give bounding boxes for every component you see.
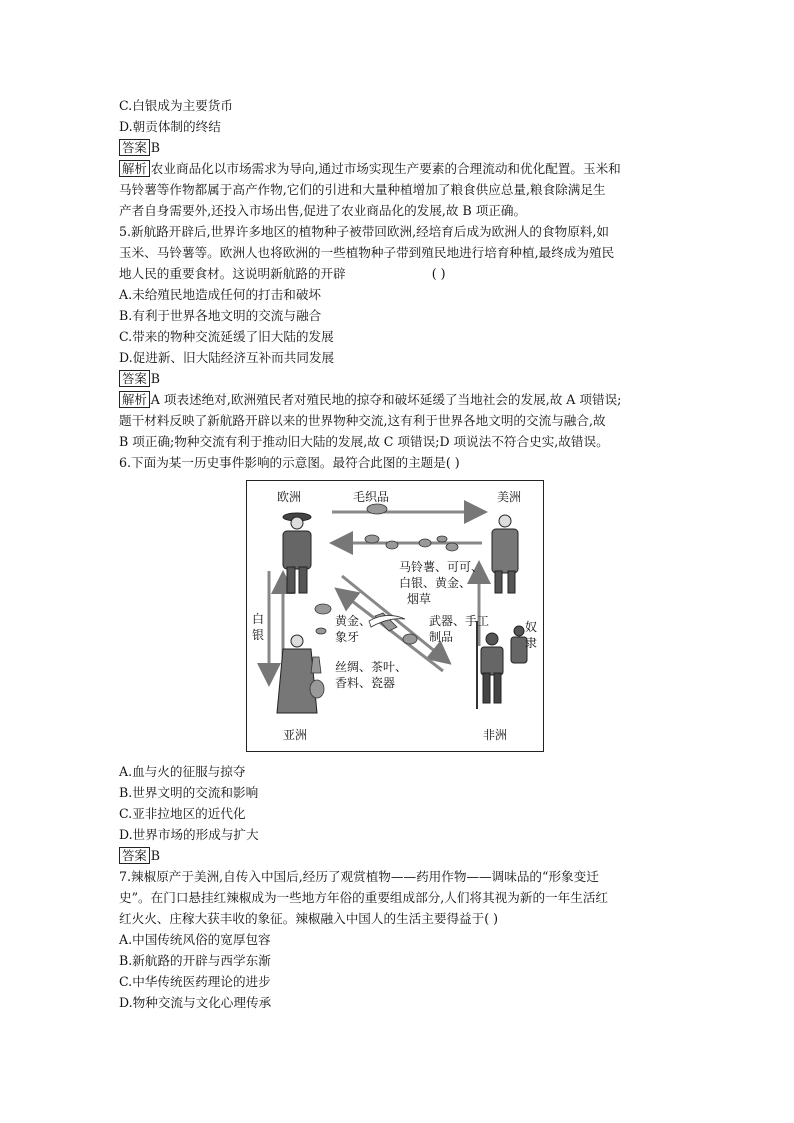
answer-value: B bbox=[150, 371, 161, 386]
analysis-tag: 解析 bbox=[119, 391, 150, 408]
label-silk-1: 丝绸、茶叶、 bbox=[335, 660, 408, 674]
american-figure-icon bbox=[492, 515, 518, 593]
label-weapons-1: 武器、手工 bbox=[429, 614, 490, 628]
q5-analysis-line-3: B 项正确;物种交流有利于推动旧大陆的发展,故 C 项错误;D 项说法不符合史实,故错误。 bbox=[119, 434, 609, 449]
q6-option-a: A.血与火的征服与掠夺 bbox=[119, 764, 246, 779]
q7-option-a: A.中国传统风俗的宽厚包容 bbox=[119, 932, 271, 947]
answer-value: B bbox=[150, 848, 161, 863]
answer-tag: 答案 bbox=[119, 847, 150, 864]
q4-analysis-line-2: 马铃薯等作物都属于高产作物,它们的引进和大量种植增加了粮食供应总量,粮食除满足生 bbox=[119, 182, 606, 197]
label-europe: 欧洲 bbox=[277, 490, 302, 504]
label-weapons-2: 制品 bbox=[429, 630, 454, 644]
q4-analysis-line-3: 产者自身需要外,还投入市场出售,促进了农业商品化的发展,故 B 项正确。 bbox=[119, 203, 527, 218]
q4-option-d: D.朝贡体制的终结 bbox=[119, 119, 221, 134]
answer-tag: 答案 bbox=[119, 139, 150, 156]
label-slaves-2: 隶 bbox=[525, 636, 538, 650]
q5-answer bbox=[119, 369, 160, 389]
q5-stem-line-2: 玉米、马铃薯等。欧洲人也将欧洲的一些植物种子带到殖民地进行培育种植,最终成为殖民 bbox=[119, 245, 615, 260]
label-gold-ivory-2: 象牙 bbox=[335, 630, 360, 644]
label-from-america-1: 马铃薯、可可、 bbox=[399, 560, 484, 574]
q7-stem-line-2: 史”。在门口悬挂红辣椒成为一些地方年俗的重要组成部分,人们将其视为新的一年生活红 bbox=[119, 890, 609, 905]
analysis-tag: 解析 bbox=[119, 160, 150, 177]
label-slaves-1: 奴 bbox=[525, 620, 538, 634]
q5-analysis-line-1: 解析 A 项表述绝对,欧洲殖民者对殖民地的掠夺和破坏延缓了当地社会的发展,故 A 项错误; bbox=[119, 390, 621, 410]
answer-tag: 答案 bbox=[119, 370, 150, 387]
african-figure-icon bbox=[477, 621, 527, 709]
trade-diagram bbox=[246, 480, 544, 752]
q6-answer bbox=[119, 846, 160, 866]
q6-option-c: C.亚非拉地区的近代化 bbox=[119, 806, 246, 821]
label-asia: 亚洲 bbox=[283, 728, 308, 742]
q4-option-c: C.白银成为主要货币 bbox=[119, 98, 233, 113]
q5-option-a: A.未给殖民地造成任何的打击和破坏 bbox=[119, 287, 322, 302]
q6-option-b: B.世界文明的交流和影响 bbox=[119, 785, 259, 800]
label-silver-1: 白 bbox=[252, 612, 265, 626]
q7-option-b: B.新航路的开辟与西学东渐 bbox=[119, 953, 271, 968]
q5-stem-line-1: 5.新航路开辟后,世界许多地区的植物种子被带回欧洲,经培育后成为欧洲人的食物原料,如 bbox=[119, 224, 609, 239]
label-from-america-3: 烟草 bbox=[407, 592, 432, 606]
q6-stem: 6.下面为某一历史事件影响的示意图。最符合此图的主题是( ) bbox=[119, 455, 460, 470]
answer-paren: ( ) bbox=[431, 266, 446, 281]
label-america: 美洲 bbox=[497, 490, 522, 504]
q5-option-c: C.带来的物种交流延缓了旧大陆的发展 bbox=[119, 329, 334, 344]
q4-answer bbox=[119, 138, 160, 158]
q4-analysis-line-1: 解析 农业商品化以市场需求为导向,通过市场实现生产要素的合理流动和优化配置。玉米和 bbox=[119, 159, 621, 179]
q7-option-d: D.物种交流与文化心理传承 bbox=[119, 995, 272, 1010]
label-silk-2: 香料、瓷器 bbox=[335, 676, 396, 690]
european-figure-icon bbox=[283, 513, 311, 593]
q7-option-c: C.中华传统医药理论的进步 bbox=[119, 974, 271, 989]
label-from-america-2: 白银、黄金、 bbox=[399, 576, 472, 590]
label-africa: 非洲 bbox=[483, 728, 508, 742]
q6-option-d: D.世界市场的形成与扩大 bbox=[119, 827, 259, 842]
q5-option-b: B.有利于世界各地文明的交流与融合 bbox=[119, 308, 322, 323]
label-wool: 毛织品 bbox=[353, 490, 390, 504]
label-silver-2: 银 bbox=[252, 628, 265, 642]
label-gold-ivory-1: 黄金、 bbox=[335, 614, 372, 628]
q5-option-d: D.促进新、旧大陆经济互补而共同发展 bbox=[119, 350, 335, 365]
q5-stem-line-3: 地人民的重要食材。这说明新航路的开辟 ( ) bbox=[119, 264, 446, 284]
q7-stem-line-1: 7.辣椒原产于美洲,自传入中国后,经历了观赏植物——药用作物——调味品的“形象变迁 bbox=[119, 869, 599, 884]
answer-value: B bbox=[150, 140, 161, 155]
q7-stem-line-3: 红火火、庄稼大获丰收的象征。辣椒融入中国人的生活主要得益于( ) bbox=[119, 911, 499, 926]
q5-analysis-line-2: 题干材料反映了新航路开辟以来的世界物种交流,这有利于世界各地文明的交流与融合,故 bbox=[119, 413, 606, 428]
